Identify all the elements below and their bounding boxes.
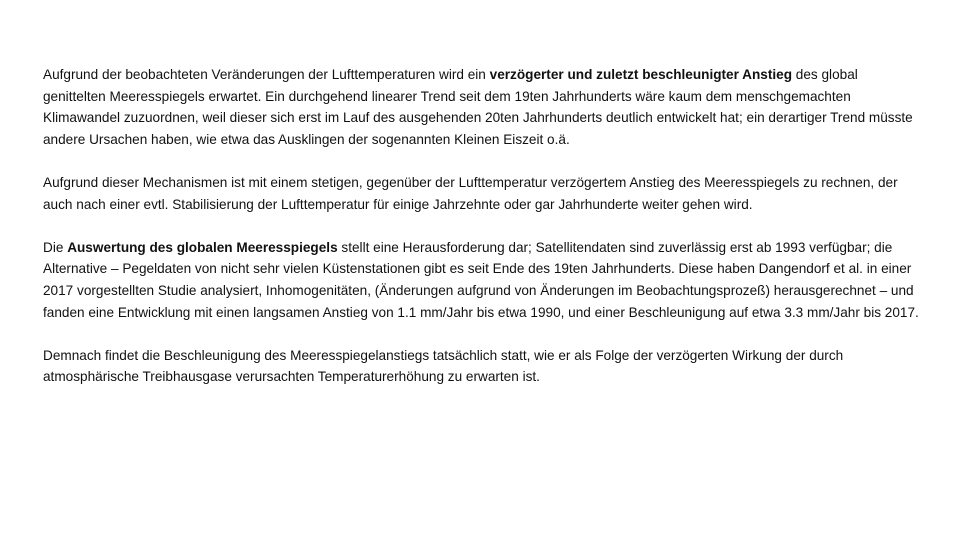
paragraph-2-text: Aufgrund dieser Mechanismen ist mit einem stetigen, gegenüber der Lufttemperatur verzögertem Anstieg des Meeresspiegels zu rechnen, der auch nach einer evtl. Stabilisierung der Lufttemperatur für einige Jahrzehnte oder gar Jahrhunderte weiter gehen wird. [43,174,898,212]
paragraph-1 [43,64,923,150]
paragraph-3 [43,237,923,323]
paragraph-3-bold-phrase: Auswertung des globalen Meeresspiegels [67,239,338,255]
paragraph-1-bold-phrase: verzögerter und zuletzt beschleunigter Anstieg [489,67,793,82]
text-body [43,64,923,410]
paragraph-2 [43,172,923,215]
paragraph-4 [43,345,923,388]
paragraph-3-text-start: Die [43,239,68,255]
paragraph-4-text: Demnach findet die Beschleunigung des Meeresspiegelanstiegs tatsächlich statt, wie er als Folge der verzögerten Wirkung der durch atmosphärische Treibhausgase verursachten Temperaturerhöhung zu erwarten ist. [43,347,844,385]
paragraph-3-text-end: stellt eine Herausforderung dar; Satellitendaten sind zuverlässig erst ab 1993 verfügbar; die Alternative – Pegeldaten von nicht sehr vielen Küstenstationen gibt es seit Ende des 19ten Jahrhunderts. Diese haben Dangendorf et al. in einer 2017 vorgestellten Studie analysiert, Inhomogenitäten, (Änderungen aufgrund von Änderungen im Beobachtungsprozeß) herausgerechnet – und fanden eine Entwicklung mit einen langsamen Anstieg von 1.1 mm/Jahr bis etwa 1990, und einer Beschleunigung auf etwa 3.3 mm/Jahr bis 2017. [43,239,919,320]
paragraph-1-text-end: des global genittelten Meeresspiegels erwartet. Ein durchgehend linearer Trend seit dem 19ten Jahrhunderts wäre kaum dem menschgemachten Klimawandel zuzuordnen, weil dieser sich erst im Lauf des ausgehenden 20ten Jahrhunderts deutlich entwickelt hat; ein derartiger Trend müsste andere Ursachen haben, wie etwa das Ausklingen der sogenannten Kleinen Eiszeit o.ä. [43,67,913,147]
paragraph-1-text-start: Aufgrund der beobachteten Veränderungen der Lufttemperaturen wird ein [43,67,490,82]
